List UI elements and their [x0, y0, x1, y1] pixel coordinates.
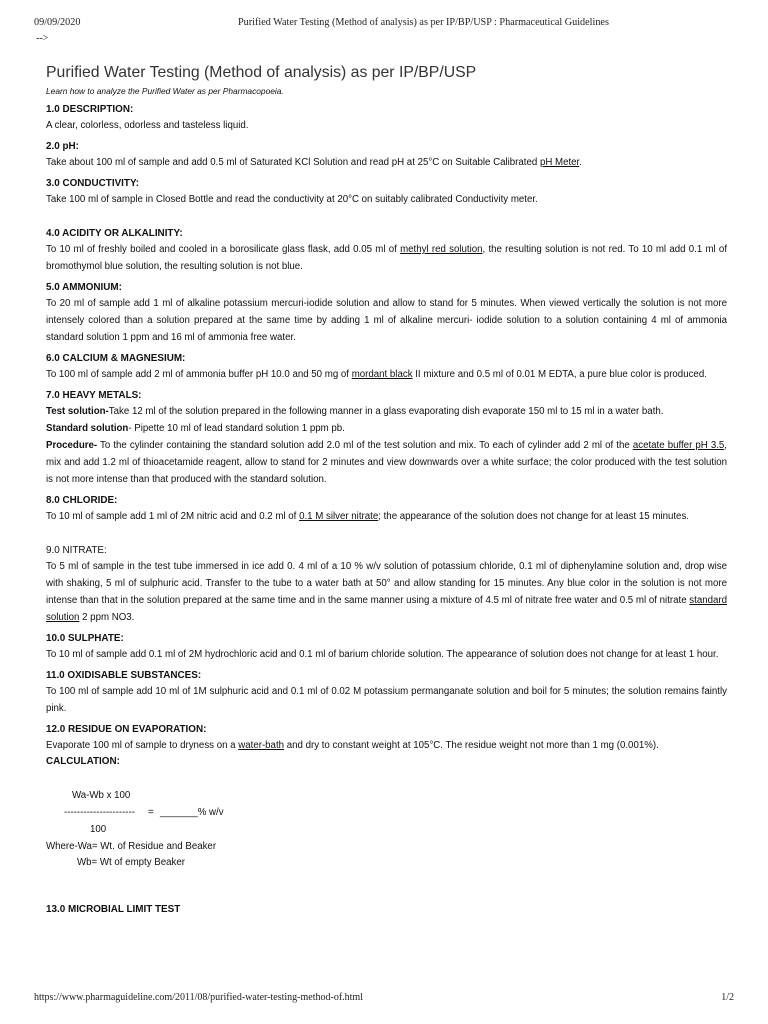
text-run: , mix and add 1.2 ml of thioacetamide reagent, allow to stand for 2 minutes and view downwards over a white surface; the color produced with the test solution is not more intense than that produced with the standard solution.	[46, 440, 727, 485]
text-run: Evaporate 100 ml of sample to dryness on a	[46, 740, 239, 751]
text-run: , the resulting solution is not red. To 10 ml add 0.1 ml of bromothymol blue solution, the resulting solution is not blue.	[46, 244, 728, 272]
text-run: ; the appearance of the solution does not change for at least 15 minutes.	[378, 511, 689, 522]
formula-fraction-line: ----------------------	[64, 807, 135, 818]
section-calcium-magnesium	[46, 351, 727, 383]
section-text: To 10 ml of sample add 0.1 ml of 2M hydrochloric acid and 0.1 ml of barium chloride solution. The appearance of solution does not change for at least 1 hour.	[46, 649, 719, 660]
section-title: 8.0 CHLORIDE:	[46, 495, 118, 506]
text-run: .	[579, 157, 582, 168]
section-text	[46, 508, 727, 525]
article-title: Purified Water Testing (Method of analysis) as per IP/BP/USP	[46, 64, 477, 81]
formula-denominator: 100	[90, 824, 107, 835]
article-subtitle: Learn how to analyze the Purified Water as per Pharmacopoeia.	[46, 86, 284, 96]
section-title: 10.0 SULPHATE:	[46, 633, 124, 644]
section-text	[46, 737, 727, 754]
formula-numerator: Wa-Wb x 100	[72, 790, 131, 801]
text-run: and dry to constant weight at 105°C. The residue weight not more than 1 mg (0.001%).	[284, 740, 659, 751]
text-run: To 100 ml of sample add 2 ml of ammonia buffer pH 10.0 and 50 mg of	[46, 369, 352, 380]
article	[46, 62, 727, 918]
standard-solution-link[interactable]: standard solution	[46, 595, 727, 623]
text-run: Take 12 ml of the solution prepared in the following manner in a glass evaporating dish evaporate 150 ml to 15 ml in a water bath.	[108, 406, 664, 417]
section-title: 11.0 OXIDISABLE SUBSTANCES:	[46, 670, 202, 681]
test-solution-text	[46, 403, 727, 420]
text-run: II mixture and 0.5 ml of 0.01 M EDTA, a pure blue color is produced.	[412, 369, 707, 380]
text-run: To the cylinder containing the standard solution add 2.0 ml of the test solution and mix. To each of cylinder add 2 ml of the	[97, 440, 633, 451]
section-text: To 20 ml of sample add 1 ml of alkaline potassium mercuri-iodide solution and allow to stand for 5 minutes. When viewed vertically the solution is not more intensely colored than a solution prepared at the same time by adding 1 ml of alkaline mercuri- iodide solution to a solution containing 4 ml of ammonia standard solution 1 ppm and 16 ml of ammonia free water.	[46, 298, 727, 343]
where-wb: Wb= Wt of empty Beaker	[77, 857, 185, 868]
section-title: 6.0 CALCIUM & MAGNESIUM:	[46, 353, 186, 364]
section-title: 2.0 pH:	[46, 141, 79, 152]
acetate-buffer-link[interactable]: acetate buffer pH 3.5	[632, 440, 725, 451]
section-title: 7.0 HEAVY METALS:	[46, 390, 142, 401]
section-ph	[46, 139, 727, 171]
section-title: 5.0 AMMONIUM:	[46, 282, 122, 293]
print-url: https://www.pharmaguideline.com/2011/08/purified-water-testing-method-of.html	[34, 992, 363, 1003]
section-text: Take 100 ml of sample in Closed Bottle and read the conductivity at 20°C on suitably calibrated Conductivity meter.	[46, 194, 538, 205]
section-nitrate	[46, 543, 727, 626]
section-oxidisable	[46, 668, 727, 717]
where-wa: Where-Wa= Wt. of Residue and Beaker	[46, 841, 217, 852]
section-description	[46, 102, 727, 134]
text-run: To 10 ml of sample add 1 ml of 2M nitric acid and 0.2 ml of	[46, 511, 300, 522]
section-title: 3.0 CONDUCTIVITY:	[46, 178, 140, 189]
standard-solution-text	[46, 420, 727, 437]
arrow-text: -->	[36, 33, 49, 44]
section-heavy-metals	[46, 388, 727, 488]
section-text	[46, 154, 727, 171]
print-page-title: Purified Water Testing (Method of analysis) as per IP/BP/USP : Pharmaceutical Guidelines	[238, 17, 609, 28]
page-number: 1/2	[721, 992, 734, 1003]
text-run: To 5 ml of sample in the test tube immersed in ice add 0. 4 ml of a 10 % w/v solution of potassium chloride, 0.1 ml of diphenylamine solution and, drop wise with shaking, 5 ml of sulphuric acid. Transfer to the tube to a water bath at 50° and allow standing for 15 minutes. Any blue color in the solution is not more intense than that in the solution prepared at the same time and in the same manner using a mixture of 4.5 ml of nitrate free water and 0.5 ml of nitrate	[46, 561, 727, 606]
procedure-label: Procedure-	[46, 440, 98, 451]
section-title: 4.0 ACIDITY OR ALKALINITY:	[46, 228, 183, 239]
ph-meter-link[interactable]: pH Meter	[539, 157, 580, 168]
section-title: 12.0 RESIDUE ON EVAPORATION:	[46, 724, 207, 735]
section-title: 9.0 NITRATE:	[46, 545, 107, 556]
section-text	[46, 241, 727, 275]
calculation-title: CALCULATION:	[46, 756, 120, 767]
section-conductivity	[46, 176, 727, 208]
standard-solution-label: Standard solution	[46, 423, 129, 434]
text-run: Take about 100 ml of sample and add 0.5 ml of Saturated KCl Solution and read pH at 25°C on Suitable Calibrated	[46, 157, 540, 168]
section-residue	[46, 722, 727, 754]
mordant-black-link[interactable]: mordant black	[351, 369, 413, 380]
section-title: 1.0 DESCRIPTION:	[46, 104, 134, 115]
text-run: - Pipette 10 ml of lead standard solution 1 ppm pb.	[128, 423, 345, 434]
section-text: A clear, colorless, odorless and tasteless liquid.	[46, 120, 249, 131]
test-solution-label: Test solution-	[46, 406, 109, 417]
silver-nitrate-link[interactable]: 0.1 M silver nitrate	[299, 511, 379, 522]
section-text: To 100 ml of sample add 10 ml of 1M sulphuric acid and 0.1 ml of 0.02 M potassium permanganate solution and boil for 5 minutes; the solution remains faintly pink.	[46, 686, 727, 714]
section-microbial-limit-test: 13.0 MICROBIAL LIMIT TEST	[46, 904, 181, 915]
procedure-text	[46, 437, 727, 488]
section-chloride	[46, 493, 727, 525]
text-run: 2 ppm NO3.	[79, 612, 135, 623]
water-bath-link[interactable]: water-bath	[238, 740, 285, 751]
section-text	[46, 366, 727, 383]
formula-equals: =	[148, 807, 154, 818]
print-header	[34, 17, 734, 31]
section-text	[46, 558, 727, 626]
calculation-formula	[46, 769, 727, 887]
text-run: To 10 ml of freshly boiled and cooled in a borosilicate glass flask, add 0.05 ml of	[46, 244, 401, 255]
methyl-red-solution-link[interactable]: methyl red solution	[400, 244, 483, 255]
print-date: 09/09/2020	[34, 17, 81, 28]
section-ammonium	[46, 280, 727, 346]
print-footer	[34, 992, 734, 1006]
section-acidity	[46, 226, 727, 275]
formula-result: _______% w/v	[160, 807, 224, 818]
section-sulphate	[46, 631, 727, 663]
